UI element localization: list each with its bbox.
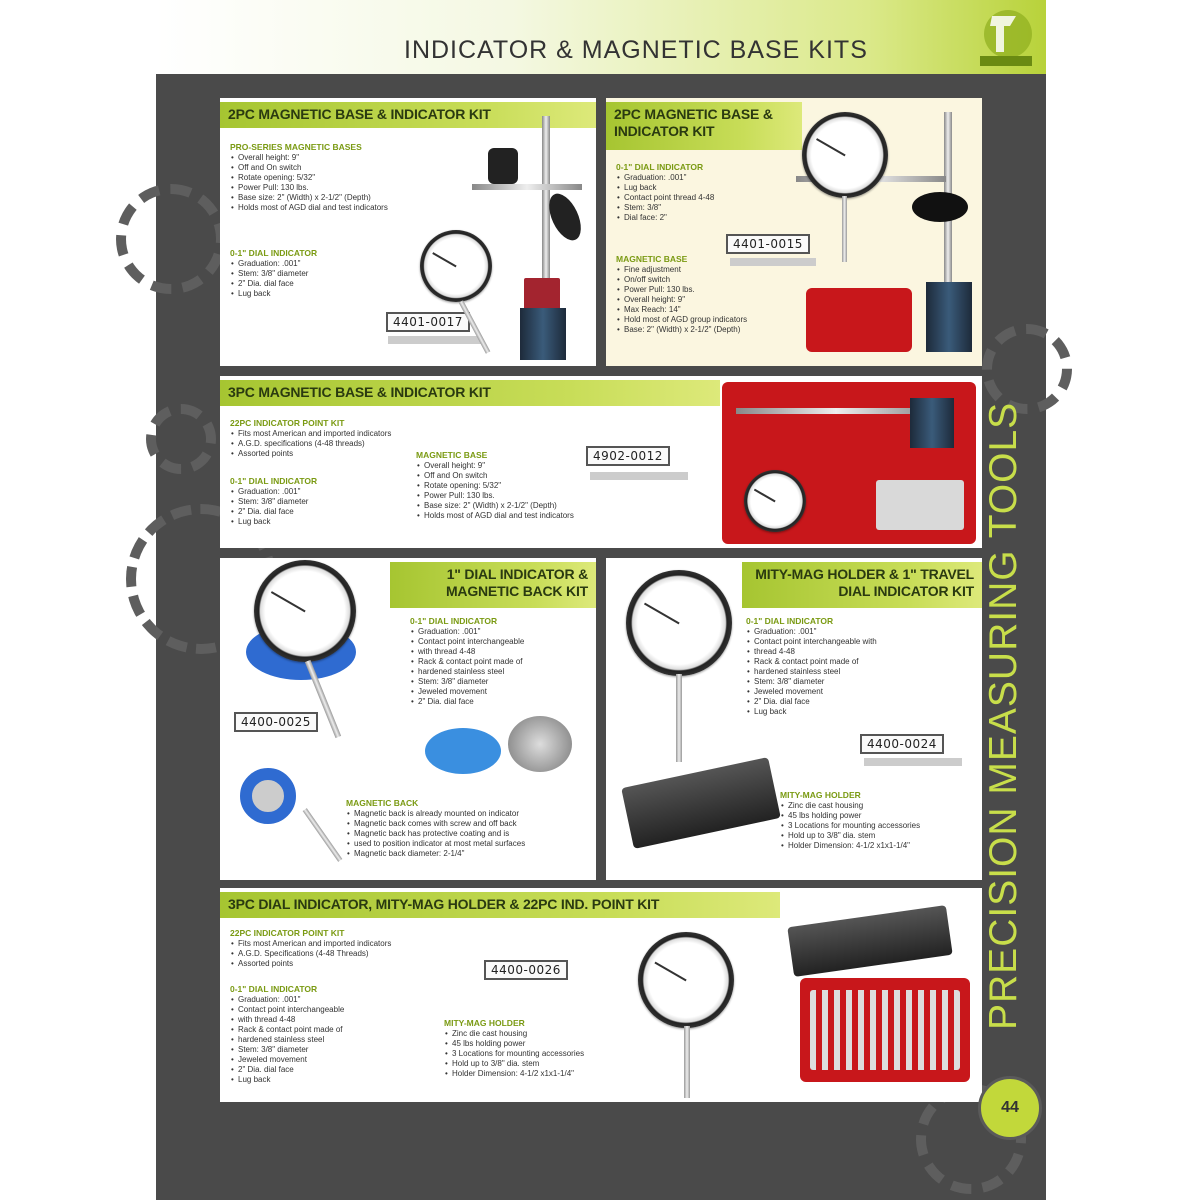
spec-item: • Rotate opening: 5/32" xyxy=(416,481,574,491)
base-switch-block xyxy=(524,278,560,312)
spec-item: • A.G.D. Specifications (4-48 Threads) xyxy=(230,949,391,959)
spec-item: • hardened stainless steel xyxy=(410,667,524,677)
spec-item: • A.G.D. specifications (4-48 threads) xyxy=(230,439,391,449)
indicator-stem xyxy=(842,196,847,262)
spec-item: • Stem: 3/8" diameter xyxy=(230,497,317,507)
spec-heading: 0-1" DIAL INDICATOR xyxy=(410,616,498,626)
spec-heading: 0-1" DIAL INDICATOR xyxy=(230,476,318,486)
spec-item: • Overall height: 9" xyxy=(616,295,747,305)
gear-icon xyxy=(116,184,226,294)
product-panel-kit-4400-0025 xyxy=(220,558,596,880)
dial-indicator-image xyxy=(802,112,888,198)
spec-heading: 0-1" DIAL INDICATOR xyxy=(230,248,318,258)
spec-item: • Rack & contact point made of xyxy=(410,657,524,667)
spec-item: • Lug back xyxy=(230,517,317,527)
spec-item: • Jeweled movement xyxy=(410,687,524,697)
spec-section xyxy=(410,616,524,707)
spec-section xyxy=(230,928,391,969)
panel-title: MITY-MAG HOLDER & 1" TRAVEL DIAL INDICATOR KIT xyxy=(742,562,982,608)
spec-item: • Graduation: .001" xyxy=(230,487,317,497)
page-header xyxy=(156,0,1046,74)
spec-section xyxy=(616,162,714,223)
product-panel-kit-4400-0026 xyxy=(220,888,982,1102)
spec-item: • Zinc die cast housing xyxy=(780,801,920,811)
spec-item: • Rack & contact point made of xyxy=(230,1025,344,1035)
spec-item: • Overall height: 9" xyxy=(416,461,574,471)
spec-item: • Max Reach: 14" xyxy=(616,305,747,315)
spec-heading: MAGNETIC BASE xyxy=(616,254,688,264)
dial-indicator-image xyxy=(626,570,732,676)
spec-item: • Graduation: .001" xyxy=(616,173,714,183)
spec-item: • Stem: 3/8" xyxy=(616,203,714,213)
spec-item: • 2" Dia. dial face xyxy=(230,507,317,517)
spec-heading: PRO-SERIES MAGNETIC BASES xyxy=(230,142,362,152)
spec-section xyxy=(230,142,388,213)
indicator-stem xyxy=(676,674,682,762)
spec-item: • Holder Dimension: 4-1/2 x1x1-1/4" xyxy=(780,841,920,851)
spec-item: • Stem: 3/8" diameter xyxy=(230,269,317,279)
spec-section xyxy=(230,476,317,527)
spec-item: • Contact point interchangeable xyxy=(410,637,524,647)
product-code: 4400-0024 xyxy=(860,734,944,754)
spec-section xyxy=(416,450,574,521)
product-code: 4400-0025 xyxy=(234,712,318,732)
spec-section xyxy=(616,254,747,335)
dial-indicator-image xyxy=(254,560,356,662)
spec-item: • hardened stainless steel xyxy=(746,667,877,677)
spec-heading: 22PC INDICATOR POINT KIT xyxy=(230,418,345,428)
spec-item: • thread 4-48 xyxy=(746,647,877,657)
vertical-section-title: PRECISION MEASURING TOOLS xyxy=(982,401,1025,1030)
dial-indicator-image xyxy=(420,230,492,302)
panel-title: 2PC MAGNETIC BASE & INDICATOR KIT xyxy=(606,102,802,150)
product-code: 4401-0015 xyxy=(726,234,810,254)
spec-heading: MITY-MAG HOLDER xyxy=(780,790,861,800)
spec-item: • Jeweled movement xyxy=(230,1055,344,1065)
spec-item: • Power Pull: 130 lbs. xyxy=(416,491,574,501)
magnetic-base-block xyxy=(520,308,566,360)
fine-adjust-knob xyxy=(912,192,968,222)
spec-item: • with thread 4-48 xyxy=(410,647,524,657)
spec-item: • Magnetic back diameter: 2-1/4" xyxy=(346,849,525,859)
spec-item: • Power Pull: 130 lbs. xyxy=(616,285,747,295)
code-caption-bar xyxy=(730,258,816,266)
spec-item: • Contact point thread 4-48 xyxy=(616,193,714,203)
cross-rod xyxy=(472,184,582,190)
product-panel-kit-4401-0017 xyxy=(220,98,596,366)
code-caption-bar xyxy=(590,472,688,480)
spec-item: • Magnetic back comes with screw and off back xyxy=(346,819,525,829)
spec-section xyxy=(746,616,877,717)
code-caption-bar xyxy=(388,336,482,344)
spec-item: • Stem: 3/8" diameter xyxy=(230,1045,344,1055)
code-caption-bar xyxy=(864,758,962,766)
magnetic-base-block xyxy=(910,398,954,448)
spec-item: • 3 Locations for mounting accessories xyxy=(780,821,920,831)
magnetic-back-image xyxy=(508,716,572,772)
point-kit-case-image xyxy=(800,978,970,1082)
panel-title: 1" DIAL INDICATOR & MAGNETIC BACK KIT xyxy=(390,562,596,608)
clamp-knob xyxy=(488,148,518,184)
spec-item: • Hold most of AGD group indicators xyxy=(616,315,747,325)
spec-item: • 45 lbs holding power xyxy=(780,811,920,821)
spec-heading: MITY-MAG HOLDER xyxy=(444,1018,525,1028)
spec-item: • Graduation: .001" xyxy=(410,627,524,637)
spec-item: • Magnetic back has protective coating and is xyxy=(346,829,525,839)
red-case-image xyxy=(722,382,976,544)
point-kit-tray xyxy=(876,480,964,530)
page-number: 44 xyxy=(978,1076,1042,1140)
dial-indicator-image xyxy=(744,470,806,532)
spec-section xyxy=(230,418,391,459)
spec-heading: 0-1" DIAL INDICATOR xyxy=(616,162,704,172)
product-code: 4400-0026 xyxy=(484,960,568,980)
spec-item: • Fits most American and imported indicators xyxy=(230,939,391,949)
point-kit-tray xyxy=(810,990,960,1070)
spec-item: • Rotate opening: 5/32" xyxy=(230,173,388,183)
spec-item: • Fine adjustment xyxy=(616,265,747,275)
page-title: INDICATOR & MAGNETIC BASE KITS xyxy=(404,36,868,64)
spec-item: • Hold up to 3/8" dia. stem xyxy=(444,1059,584,1069)
catalog-page xyxy=(156,0,1046,1200)
indicator-stem xyxy=(303,808,343,862)
spec-heading: 22PC INDICATOR POINT KIT xyxy=(230,928,345,938)
spec-item: • 2" Dia. dial face xyxy=(230,279,317,289)
spec-item: • Lug back xyxy=(230,289,317,299)
spec-item: • Base size: 2" (Width) x 2-1/2" (Depth) xyxy=(230,193,388,203)
spec-item: • hardened stainless steel xyxy=(230,1035,344,1045)
spec-item: • 3 Locations for mounting accessories xyxy=(444,1049,584,1059)
product-code: 4401-0017 xyxy=(386,312,470,332)
spec-item: • Magnetic back is already mounted on indicator xyxy=(346,809,525,819)
spec-item: • Stem: 3/8" diameter xyxy=(746,677,877,687)
spec-heading: 0-1" DIAL INDICATOR xyxy=(230,984,318,994)
spec-section xyxy=(230,248,317,299)
spec-item: • Holder Dimension: 4-1/2 x1x1-1/4" xyxy=(444,1069,584,1079)
spec-item: • 45 lbs holding power xyxy=(444,1039,584,1049)
product-panel-kit-4400-0024 xyxy=(606,558,982,880)
spec-item: • Graduation: .001" xyxy=(230,259,317,269)
product-panel-kit-4902-0012 xyxy=(220,376,982,548)
magnetic-back-image xyxy=(425,728,501,774)
spec-item: • Lug back xyxy=(616,183,714,193)
spec-item: • with thread 4-48 xyxy=(230,1015,344,1025)
gear-icon xyxy=(982,324,1072,414)
spec-item: • Graduation: .001" xyxy=(746,627,877,637)
panel-title: 2PC MAGNETIC BASE & INDICATOR KIT xyxy=(220,102,596,128)
spec-item: • Lug back xyxy=(746,707,877,717)
spec-item: • Zinc die cast housing xyxy=(444,1029,584,1039)
spec-item: • Fits most American and imported indicators xyxy=(230,429,391,439)
spec-item: • 2" Dia. dial face xyxy=(410,697,524,707)
spec-item: • Holds most of AGD dial and test indicators xyxy=(416,511,574,521)
spec-heading: MAGNETIC BASE xyxy=(416,450,488,460)
mity-mag-holder-image xyxy=(621,757,781,849)
indicator-stem xyxy=(684,1026,690,1098)
spec-item: • Holds most of AGD dial and test indicators xyxy=(230,203,388,213)
spec-item: • 2" Dia. dial face xyxy=(230,1065,344,1075)
magnetic-back-image xyxy=(240,768,296,824)
cross-rod xyxy=(736,408,936,414)
spec-item: • On/off switch xyxy=(616,275,747,285)
spec-item: • Rack & contact point made of xyxy=(746,657,877,667)
spec-section xyxy=(230,984,344,1085)
spec-item: • Lug back xyxy=(230,1075,344,1085)
spec-item: • used to position indicator at most metal surfaces xyxy=(346,839,525,849)
spec-heading: MAGNETIC BACK xyxy=(346,798,419,808)
spec-section xyxy=(346,798,525,859)
spec-heading: 0-1" DIAL INDICATOR xyxy=(746,616,834,626)
spec-item: • Off and On switch xyxy=(230,163,388,173)
magnetic-base-block xyxy=(926,282,972,352)
spec-item: • Contact point interchangeable with xyxy=(746,637,877,647)
spec-item: • Base size: 2" (Width) x 2-1/2" (Depth) xyxy=(416,501,574,511)
spec-item: • Stem: 3/8" diameter xyxy=(410,677,524,687)
mity-mag-holder-image xyxy=(787,905,952,977)
spec-item: • Jeweled movement xyxy=(746,687,877,697)
panel-title: 3PC MAGNETIC BASE & INDICATOR KIT xyxy=(220,380,720,406)
red-case-image xyxy=(806,288,912,352)
product-code: 4902-0012 xyxy=(586,446,670,466)
spec-section xyxy=(780,790,920,851)
spec-item: • 2" Dia. dial face xyxy=(746,697,877,707)
spec-item: • Assorted points xyxy=(230,959,391,969)
gear-icon xyxy=(146,404,216,474)
spec-item: • Overall height: 9" xyxy=(230,153,388,163)
spec-item: • Assorted points xyxy=(230,449,391,459)
spec-item: • Base: 2" (Width) x 2-1/2" (Depth) xyxy=(616,325,747,335)
panel-title: 3PC DIAL INDICATOR, MITY-MAG HOLDER & 22PC IND. POINT KIT xyxy=(220,892,780,918)
spec-item: • Hold up to 3/8" dia. stem xyxy=(780,831,920,841)
dial-indicator-image xyxy=(638,932,734,1028)
brand-logo xyxy=(972,4,1040,70)
spec-item: • Contact point interchangeable xyxy=(230,1005,344,1015)
product-panel-kit-4401-0015 xyxy=(606,98,982,366)
spec-item: • Power Pull: 130 lbs. xyxy=(230,183,388,193)
spec-item: • Dial face: 2" xyxy=(616,213,714,223)
spec-section xyxy=(444,1018,584,1079)
spec-item: • Off and On switch xyxy=(416,471,574,481)
spec-item: • Graduation: .001" xyxy=(230,995,344,1005)
